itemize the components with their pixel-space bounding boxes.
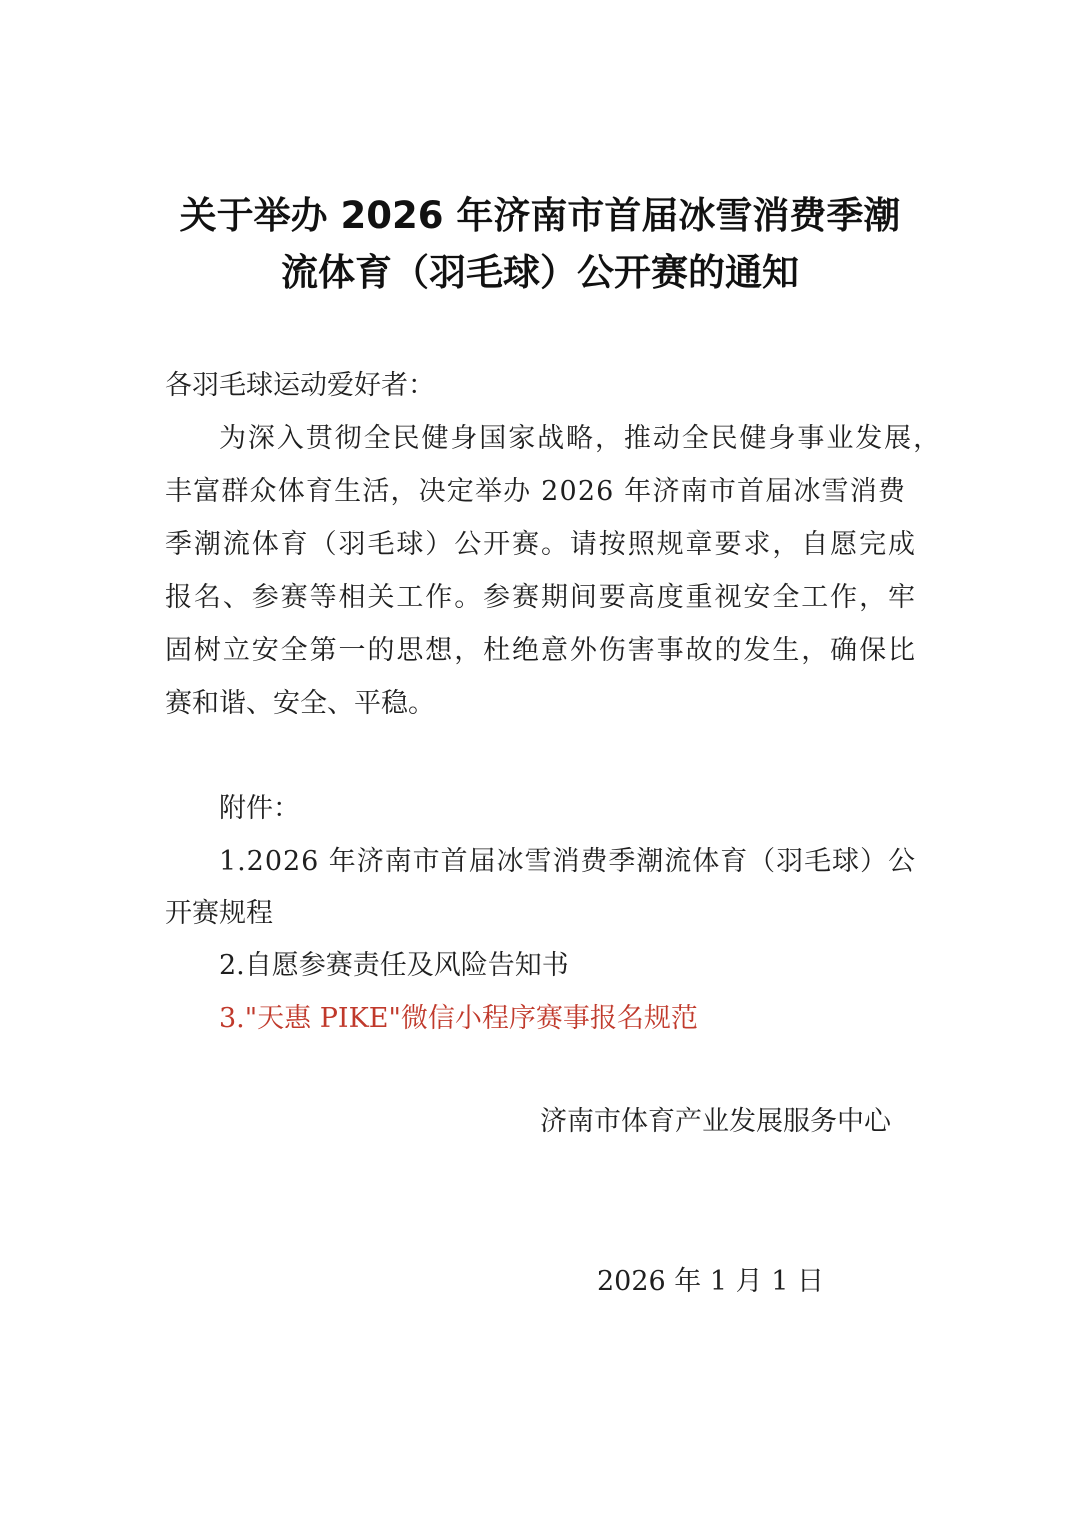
body-line-2: 丰富群众体育生活，决定举办 2026 年济南市首届冰雪消费 <box>165 476 907 507</box>
attachment-3: 3."天惠 PIKE"微信小程序赛事报名规范 <box>219 1003 698 1034</box>
title-line-1: 关于举办 2026 年济南市首届冰雪消费季潮 <box>179 194 901 237</box>
issue-date: 2026 年 1 月 1 日 <box>597 1266 824 1297</box>
body-line-6: 赛和谐、安全、平稳。 <box>165 688 435 719</box>
body-line-1: 为深入贯彻全民健身国家战略，推动全民健身事业发展， <box>219 423 942 454</box>
body-line-3: 季潮流体育（羽毛球）公开赛。请按照规章要求，自愿完成 <box>165 529 917 560</box>
body-line-5: 固树立安全第一的思想，杜绝意外伤害事故的发生，确保比 <box>165 635 917 666</box>
issuer: 济南市体育产业发展服务中心 <box>540 1106 891 1137</box>
attachment-1-line-2: 开赛规程 <box>165 898 273 929</box>
attachment-2: 2.自愿参赛责任及风险告知书 <box>219 950 569 981</box>
body-line-4: 报名、参赛等相关工作。参赛期间要高度重视安全工作，牢 <box>165 582 917 613</box>
salutation: 各羽毛球运动爱好者： <box>165 370 435 401</box>
attachments-label: 附件： <box>219 793 300 824</box>
attachment-1-line-1: 1.2026 年济南市首届冰雪消费季潮流体育（羽毛球）公 <box>219 846 916 877</box>
title-line-2: 流体育（羽毛球）公开赛的通知 <box>281 251 799 294</box>
